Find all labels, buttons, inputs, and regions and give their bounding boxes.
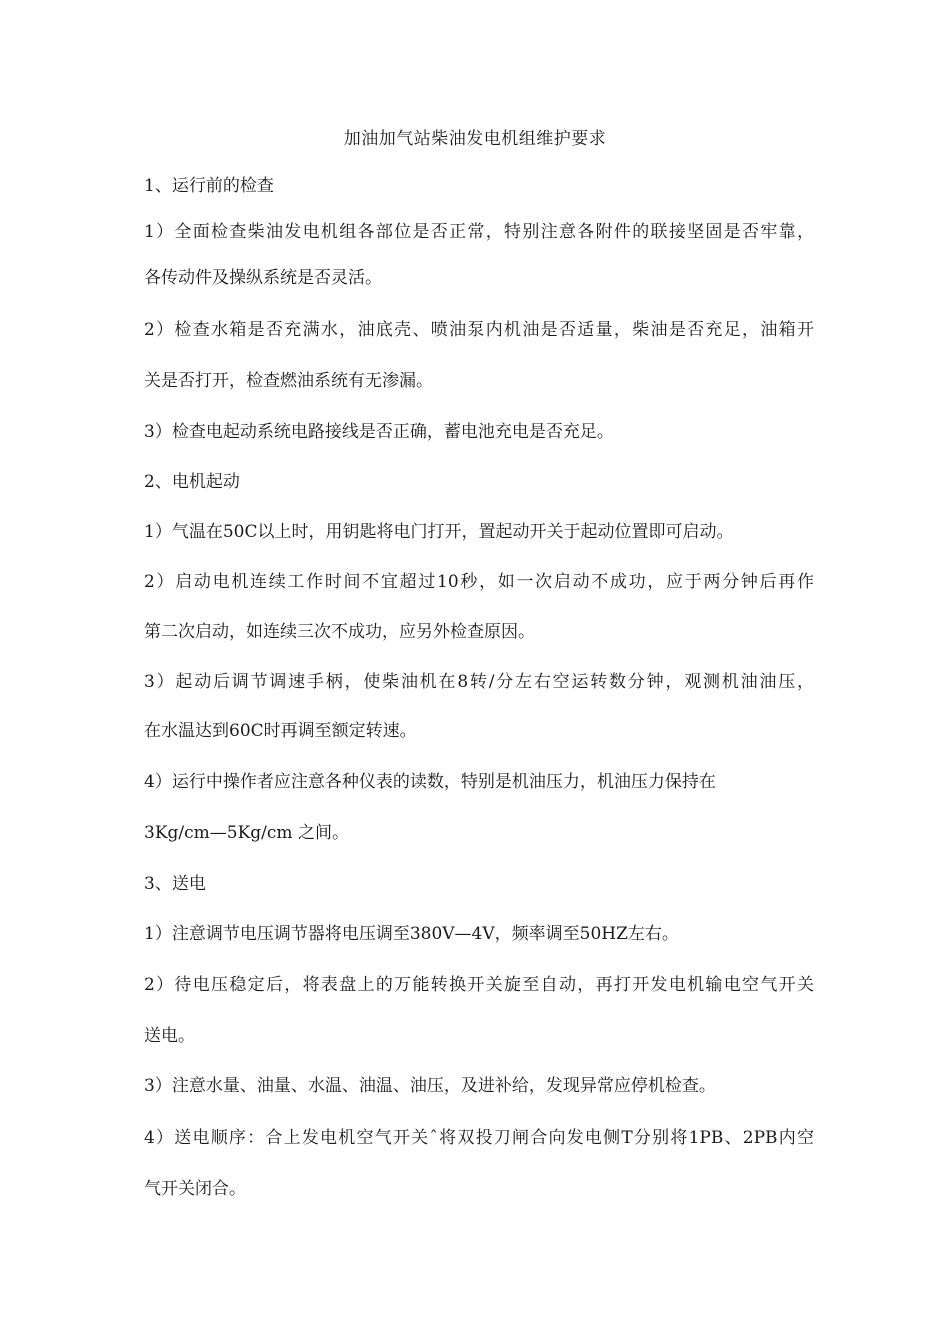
paragraph-line: 气开关闭合。 [144,1179,246,1199]
paragraph-line: 2）检查水箱是否充满水，油底壳、喷油泵内机油是否适量，柴油是否充足，油箱开 [144,320,814,340]
section-heading-2: 2、电机起动 [144,472,240,492]
paragraph-line: 第二次启动，如连续三次不成功，应另外检查原因。 [144,622,535,642]
paragraph-line: 1）注意调节电压调节器将电压调至380V—4V，频率调至50HZ左右。 [144,924,679,944]
paragraph-line: 4）运行中操作者应注意各种仪表的读数，特别是机油压力，机油压力保持在 [144,772,716,792]
paragraph-line: 3Kg/cm—5Kg/cm 之间。 [144,823,349,843]
paragraph-line: 在水温达到60C时再调至额定转速。 [144,721,417,741]
paragraph-line: 关是否打开，检查燃油系统有无渗漏。 [144,371,433,391]
paragraph-line: 各传动件及操纵系统是否灵活。 [144,268,382,288]
document-title: 加油加气站柴油发电机组维护要求 [343,129,607,149]
section-heading-1: 1、运行前的检查 [144,176,274,196]
paragraph-line: 2）启动电机连续工作时间不宜超过10秒，如一次启动不成功，应于两分钟后再作 [144,572,814,592]
paragraph-line: 3）检查电起动系统电路接线是否正确，蓄电池充电是否充足。 [144,422,614,442]
paragraph-line: 2）待电压稳定后，将表盘上的万能转换开关旋至自动，再打开发电机输电空气开关 [144,975,814,995]
paragraph-line: 1）全面检查柴油发电机组各部位是否正常，特别注意各附件的联接坚固是否牢靠， [144,222,814,242]
paragraph-line: 3）起动后调节调速手柄，使柴油机在8转/分左右空运转数分钟，观测机油油压， [144,672,814,692]
paragraph-line: 4）送电顺序：合上发电机空气开关ˆ将双投刀闸合向发电侧T分别将1PB、2PB内空 [144,1128,814,1148]
paragraph-line: 1）气温在50C以上时，用钥匙将电门打开，置起动开关于起动位置即可启动。 [144,522,734,542]
paragraph-line: 3）注意水量、油量、水温、油温、油压，及进补给，发现异常应停机检查。 [144,1076,716,1096]
section-heading-3: 3、送电 [144,874,206,894]
paragraph-line: 送电。 [144,1026,195,1046]
